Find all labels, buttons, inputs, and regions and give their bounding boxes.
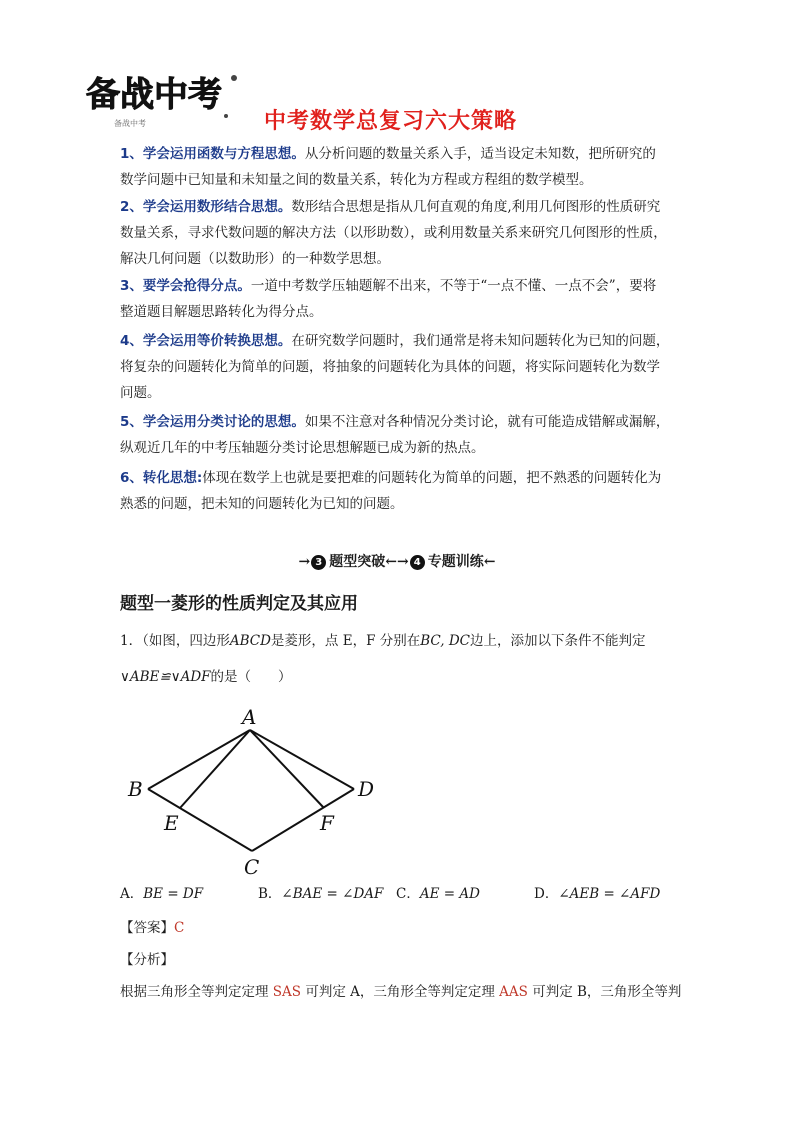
analysis-label: 【分析】 xyxy=(120,952,174,968)
strategy-2: 2、学会运用数形结合思想。数形结合思想是指从几何直观的角度,利用几何图形的性质研究 数量关系，寻求代数问题的解决方法（以形助数），或利用数量关系来研究几何图形的性质， 解决几何问题（以数助形）的一种数学思想。 xyxy=(120,199,667,267)
page-title: 中考数学总复习六大策略 xyxy=(264,109,518,134)
analysis-text: 根据三角形全等判定定理 SAS 可判定 A，三角形全等判定定理 AAS 可判定 B，三角形全等判 xyxy=(120,984,682,1000)
strategy-head: 3、要学会抢得分点。 xyxy=(120,278,251,294)
nav-item-question-types: 题型突破 xyxy=(329,554,386,570)
strategy-3: 3、要学会抢得分点。一道中考数学压轴题解不出来，不等于“一点不懂、一点不会”，要将 整道题目解题思路转化为得分点。 xyxy=(120,278,657,320)
strategy-head: 6、转化思想: xyxy=(120,470,203,486)
nav-item-special-training: 专题训练 xyxy=(427,554,484,570)
section-title: 题型一菱形的性质判定及其应用 xyxy=(120,594,358,614)
segment-dc xyxy=(252,789,354,851)
segment-ad xyxy=(250,730,354,789)
segment-ae xyxy=(180,730,250,808)
vertex-b-label: B xyxy=(128,777,143,801)
point-f-label: F xyxy=(320,811,334,835)
option-c: C．AE = AD xyxy=(396,886,480,902)
answer: 【答案】C xyxy=(120,920,185,936)
strategy-head: 4、学会运用等价转换思想。 xyxy=(120,333,292,349)
vertex-a-label: A xyxy=(242,705,257,729)
strategy-6: 6、转化思想:体现在数学上也就是要把难的问题转化为简单的问题，把不熟悉的问题转化为 熟悉的问题，把未知的问题转化为已知的问题。 xyxy=(120,470,662,512)
strategy-head: 1、学会运用函数与方程思想。 xyxy=(120,146,305,162)
segment-ab xyxy=(148,730,250,789)
svg-text:备战中考: 备战中考 xyxy=(86,75,222,115)
number-4-icon: 4 xyxy=(410,555,425,570)
question-line-1: 1．（如图，四边形ABCD是菱形，点 E，F 分别在BC, DC边上，添加以下条件不能判定 xyxy=(120,633,646,649)
svg-text:备战中考: 备战中考 xyxy=(114,119,146,128)
point-e-label: E xyxy=(164,811,179,835)
option-b: B．∠BAE = ∠DAF xyxy=(258,886,384,902)
section-nav: → 3 题型突破←→ 4 专题训练← xyxy=(298,554,496,570)
vertex-d-label: D xyxy=(358,777,375,801)
strategy-5: 5、学会运用分类讨论的思想。如果不注意对各种情况分类讨论，就有可能造成错解或漏解， 纵观近几年的中考压轴题分类讨论思想解题已成为新的热点。 xyxy=(120,414,670,456)
segment-af xyxy=(250,730,324,808)
strategy-1: 1、学会运用函数与方程思想。从分析问题的数量关系入手，适当设定未知数，把所研究的 数学问题中已知量和未知量之间的数量关系，转化为方程或方程组的数学模型。 xyxy=(120,146,656,188)
number-3-icon: 3 xyxy=(311,555,326,570)
vertex-c-label: C xyxy=(244,855,260,879)
question-line-2: ∨ABE≌∨ADF的是（ ） xyxy=(120,669,292,685)
option-d: D．∠AEB = ∠AFD xyxy=(534,886,661,902)
strategy-head: 2、学会运用数形结合思想。 xyxy=(120,199,292,215)
logo-image xyxy=(76,66,246,130)
option-a: A．BE = DF xyxy=(120,886,204,902)
strategy-4: 4、学会运用等价转换思想。在研究数学问题时，我们通常是将未知问题转化为已知的问题， 将复杂的问题转化为简单的问题，将抽象的问题转化为具体的问题，将实际问题转化为数学 问题。 xyxy=(120,333,670,401)
strategy-head: 5、学会运用分类讨论的思想。 xyxy=(120,414,305,430)
rhombus-figure xyxy=(120,700,390,880)
